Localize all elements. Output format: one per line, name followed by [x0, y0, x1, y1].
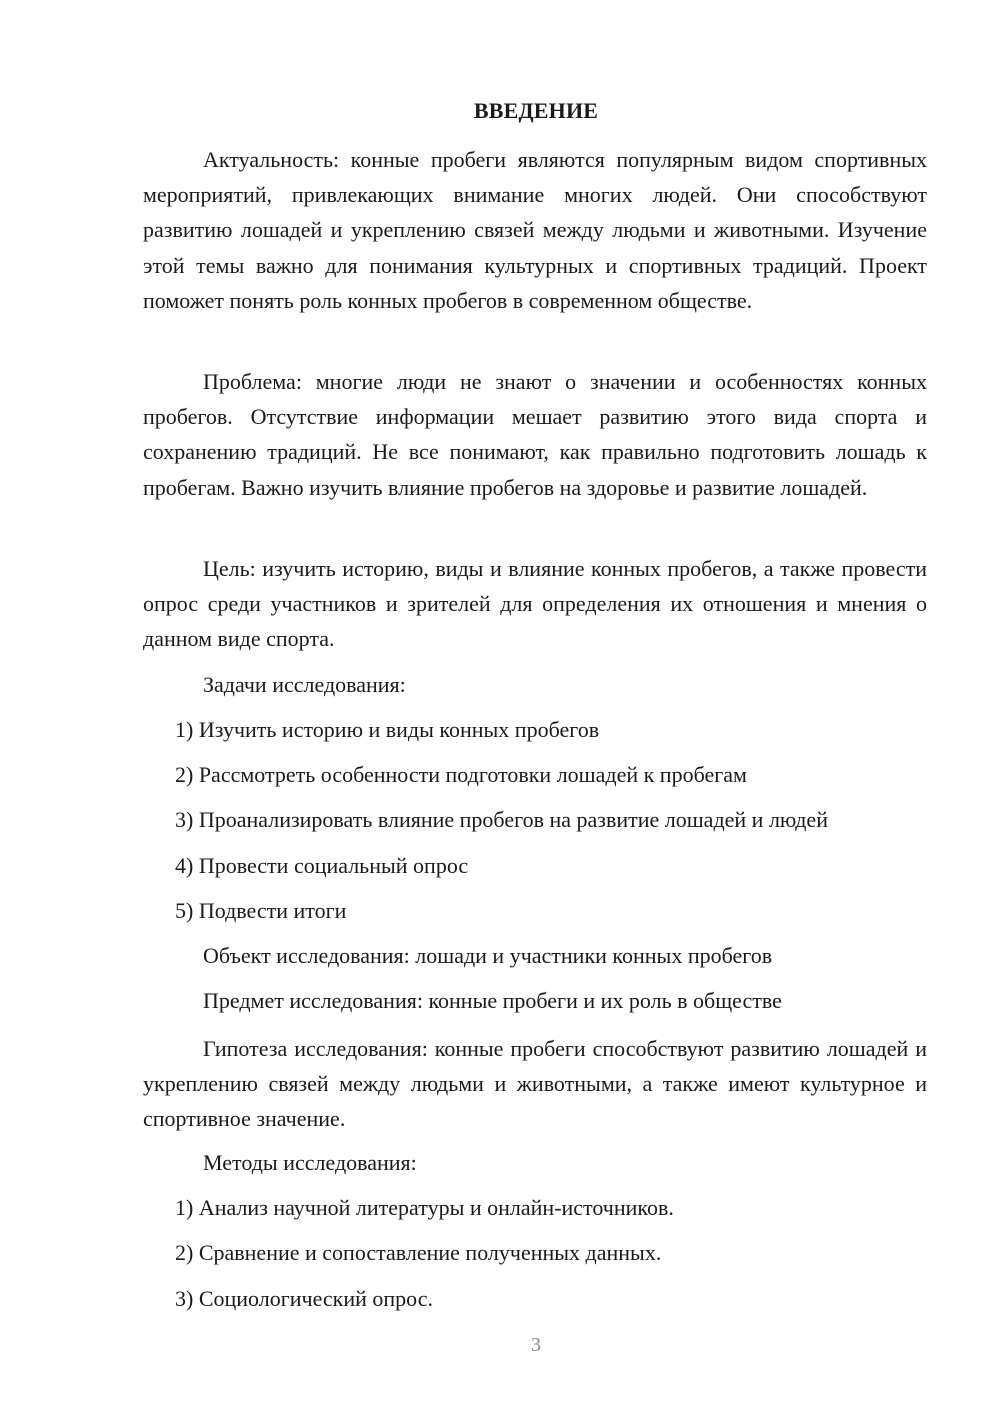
object-line: Объект исследования: лошади и участники конных пробегов [203, 943, 773, 968]
task-item: 5) Подвести итоги [175, 898, 347, 923]
problem-paragraph: Проблема: многие люди не знают о значении и особенностях конных пробегов. Отсутствие информации мешает развитию этого вида спорта и сохранению традиций. Не все понимают, как правильно подготовить лошадь к пробегам. Важно изучить влияние пробегов на здоровье и развитие лошадей. [143, 369, 927, 500]
task-item: 2) Рассмотреть особенности подготовки лошадей к пробегам [175, 762, 747, 787]
page-title: ВВЕДЕНИЕ [473, 98, 599, 123]
subject-line: Предмет исследования: конные пробеги и их роль в обществе [203, 988, 782, 1013]
task-item: 3) Проанализировать влияние пробегов на развитие лошадей и людей [175, 807, 828, 832]
goal-paragraph: Цель: изучить историю, виды и влияние конных пробегов, а также провести опрос среди участников и зрителей для определения их отношения и мнения о данном виде спорта. [143, 556, 927, 652]
method-item: 3) Социологический опрос. [175, 1286, 433, 1311]
hypothesis-paragraph: Гипотеза исследования: конные пробеги способствуют развитию лошадей и укреплению связей между людьми и животными, а также имеют культурное и спортивное значение. [143, 1036, 927, 1132]
task-item: 4) Провести социальный опрос [175, 853, 469, 878]
tasks-heading: Задачи исследования: [203, 672, 406, 697]
methods-heading: Методы исследования: [203, 1150, 417, 1175]
page-number: 3 [531, 1334, 541, 1356]
task-item: 1) Изучить историю и виды конных пробегов [175, 717, 600, 742]
relevance-paragraph: Актуальность: конные пробеги являются популярным видом спортивных мероприятий, привлекающих внимание многих людей. Они способствуют развитию лошадей и укреплению связей между людьми и животными. Изучение этой темы важно для понимания культурных и спортивных традиций. Проект поможет понять роль конных пробегов в современном обществе. [143, 147, 927, 313]
method-item: 2) Сравнение и сопоставление полученных данных. [175, 1240, 662, 1265]
method-item: 1) Анализ научной литературы и онлайн-источников. [175, 1195, 674, 1220]
